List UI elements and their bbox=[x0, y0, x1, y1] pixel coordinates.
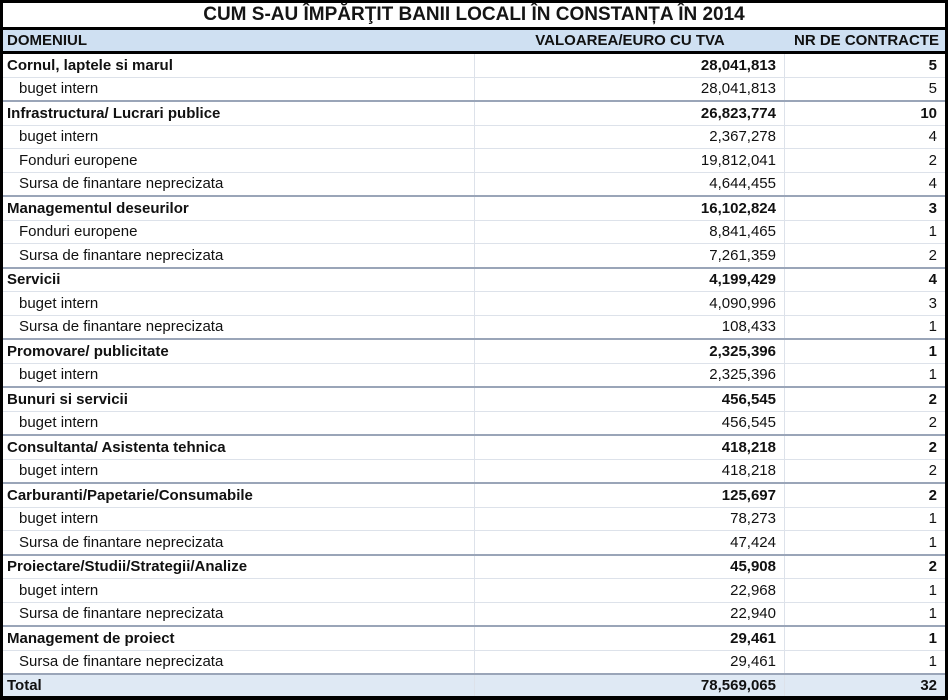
cell-nr-contracte: 1 bbox=[928, 342, 937, 360]
cell-valoarea: 418,218 bbox=[475, 436, 785, 459]
table-row-sub bbox=[3, 77, 945, 101]
column-header-valoarea: VALOAREA/EURO CU TVA bbox=[535, 32, 725, 49]
cell-nr-contracte: 3 bbox=[928, 199, 937, 217]
cell-domeniul: Sursa de finantare neprecizata bbox=[3, 603, 475, 626]
table-row-category bbox=[3, 338, 945, 363]
table-header-row bbox=[3, 30, 945, 54]
cell-valoarea: 45,908 bbox=[475, 556, 785, 579]
cell-valoarea: 7,261,359 bbox=[475, 244, 785, 267]
cell-nr-contracte: 2 bbox=[928, 390, 937, 408]
cell-domeniul: buget intern bbox=[3, 364, 475, 387]
total-label: Total bbox=[3, 675, 475, 696]
cell-nr-contracte: 2 bbox=[928, 462, 937, 480]
cell-valoarea: 125,697 bbox=[475, 484, 785, 507]
cell-valoarea: 29,461 bbox=[475, 651, 785, 674]
table-row-sub bbox=[3, 602, 945, 626]
table-row-sub bbox=[3, 291, 945, 315]
cell-valoarea: 108,433 bbox=[475, 316, 785, 339]
cell-valoarea: 22,940 bbox=[475, 603, 785, 626]
table-row-sub bbox=[3, 363, 945, 387]
cell-domeniul: Sursa de finantare neprecizata bbox=[3, 316, 475, 339]
table-row-sub bbox=[3, 507, 945, 531]
cell-valoarea: 4,644,455 bbox=[475, 173, 785, 196]
cell-nr-contracte: 4 bbox=[928, 271, 937, 289]
cell-valoarea: 29,461 bbox=[475, 627, 785, 650]
cell-nr-contracte: 10 bbox=[920, 104, 937, 122]
cell-nr-contracte: 5 bbox=[928, 56, 937, 74]
cell-nr-contracte: 1 bbox=[928, 318, 937, 336]
cell-nr-contracte: 2 bbox=[928, 414, 937, 432]
table-row-sub bbox=[3, 530, 945, 554]
table-row-category bbox=[3, 482, 945, 507]
column-header-domeniul: DOMENIUL bbox=[7, 32, 87, 49]
cell-domeniul: Fonduri europene bbox=[3, 149, 475, 172]
table-row-sub bbox=[3, 172, 945, 196]
cell-domeniul: buget intern bbox=[3, 78, 475, 101]
table-row-sub bbox=[3, 125, 945, 149]
cell-valoarea: 19,812,041 bbox=[475, 149, 785, 172]
cell-nr-contracte: 2 bbox=[928, 246, 937, 264]
cell-nr-contracte: 1 bbox=[928, 629, 937, 647]
cell-valoarea: 28,041,813 bbox=[475, 54, 785, 77]
cell-domeniul: buget intern bbox=[3, 292, 475, 315]
cell-domeniul: Cornul, laptele si marul bbox=[3, 54, 475, 77]
cell-nr-contracte: 2 bbox=[928, 151, 937, 169]
cell-valoarea: 4,199,429 bbox=[475, 269, 785, 292]
cell-valoarea: 8,841,465 bbox=[475, 221, 785, 244]
cell-nr-contracte: 2 bbox=[928, 438, 937, 456]
table-row-category bbox=[3, 625, 945, 650]
cell-valoarea: 2,367,278 bbox=[475, 126, 785, 149]
table-row-category bbox=[3, 267, 945, 292]
table-row-sub bbox=[3, 650, 945, 674]
column-header-nr-contracte: NR DE CONTRACTE bbox=[794, 32, 939, 49]
cell-domeniul: Infrastructura/ Lucrari publice bbox=[3, 102, 475, 125]
table-row-sub bbox=[3, 315, 945, 339]
cell-domeniul: Sursa de finantare neprecizata bbox=[3, 244, 475, 267]
cell-domeniul: Proiectare/Studii/Strategii/Analize bbox=[3, 556, 475, 579]
total-value: 78,569,065 bbox=[475, 675, 785, 696]
cell-nr-contracte: 1 bbox=[928, 223, 937, 241]
cell-domeniul: Carburanti/Papetarie/Consumabile bbox=[3, 484, 475, 507]
cell-nr-contracte: 3 bbox=[928, 294, 937, 312]
table-row-sub bbox=[3, 459, 945, 483]
cell-domeniul: Fonduri europene bbox=[3, 221, 475, 244]
cell-valoarea: 2,325,396 bbox=[475, 340, 785, 363]
table-title: CUM S-AU ÎMPĂRŢIT BANII LOCALI ÎN CONSTANȚA ÎN 2014 bbox=[3, 3, 945, 30]
cell-domeniul: buget intern bbox=[3, 412, 475, 435]
cell-domeniul: buget intern bbox=[3, 460, 475, 483]
cell-valoarea: 4,090,996 bbox=[475, 292, 785, 315]
cell-valoarea: 47,424 bbox=[475, 531, 785, 554]
cell-nr-contracte: 1 bbox=[928, 653, 937, 671]
cell-valoarea: 26,823,774 bbox=[475, 102, 785, 125]
cell-nr-contracte: 4 bbox=[928, 128, 937, 146]
table-row-sub bbox=[3, 148, 945, 172]
cell-domeniul: Promovare/ publicitate bbox=[3, 340, 475, 363]
cell-nr-contracte: 1 bbox=[928, 510, 937, 528]
cell-nr-contracte: 1 bbox=[928, 366, 937, 384]
table-row-sub bbox=[3, 220, 945, 244]
table-row-category bbox=[3, 100, 945, 125]
cell-valoarea: 2,325,396 bbox=[475, 364, 785, 387]
cell-nr-contracte: 1 bbox=[928, 605, 937, 623]
table-row-category bbox=[3, 195, 945, 220]
cell-domeniul: Consultanta/ Asistenta tehnica bbox=[3, 436, 475, 459]
cell-nr-contracte: 2 bbox=[928, 486, 937, 504]
cell-domeniul: Managementul deseurilor bbox=[3, 197, 475, 220]
cell-valoarea: 456,545 bbox=[475, 388, 785, 411]
cell-valoarea: 22,968 bbox=[475, 579, 785, 602]
cell-domeniul: buget intern bbox=[3, 126, 475, 149]
cell-nr-contracte: 1 bbox=[928, 533, 937, 551]
table-row-sub bbox=[3, 243, 945, 267]
cell-nr-contracte: 5 bbox=[928, 80, 937, 98]
table-row-category bbox=[3, 434, 945, 459]
total-row bbox=[3, 673, 945, 696]
cell-nr-contracte: 2 bbox=[928, 558, 937, 576]
cell-domeniul: buget intern bbox=[3, 508, 475, 531]
table-row-sub bbox=[3, 411, 945, 435]
cell-domeniul: Management de proiect bbox=[3, 627, 475, 650]
cell-nr-contracte: 4 bbox=[928, 175, 937, 193]
table-row-category bbox=[3, 54, 945, 77]
cell-valoarea: 456,545 bbox=[475, 412, 785, 435]
cell-valoarea: 28,041,813 bbox=[475, 78, 785, 101]
cell-valoarea: 418,218 bbox=[475, 460, 785, 483]
table-body bbox=[3, 54, 945, 673]
cell-domeniul: buget intern bbox=[3, 579, 475, 602]
cell-domeniul: Sursa de finantare neprecizata bbox=[3, 531, 475, 554]
table-row-category bbox=[3, 554, 945, 579]
cell-domeniul: Sursa de finantare neprecizata bbox=[3, 173, 475, 196]
cell-nr-contracte: 1 bbox=[928, 581, 937, 599]
cell-domeniul: Servicii bbox=[3, 269, 475, 292]
cell-domeniul: Sursa de finantare neprecizata bbox=[3, 651, 475, 674]
cell-valoarea: 78,273 bbox=[475, 508, 785, 531]
cell-domeniul: Bunuri si servicii bbox=[3, 388, 475, 411]
cell-valoarea: 16,102,824 bbox=[475, 197, 785, 220]
table-row-sub bbox=[3, 578, 945, 602]
table-row-category bbox=[3, 386, 945, 411]
total-contracts: 32 bbox=[920, 677, 937, 694]
